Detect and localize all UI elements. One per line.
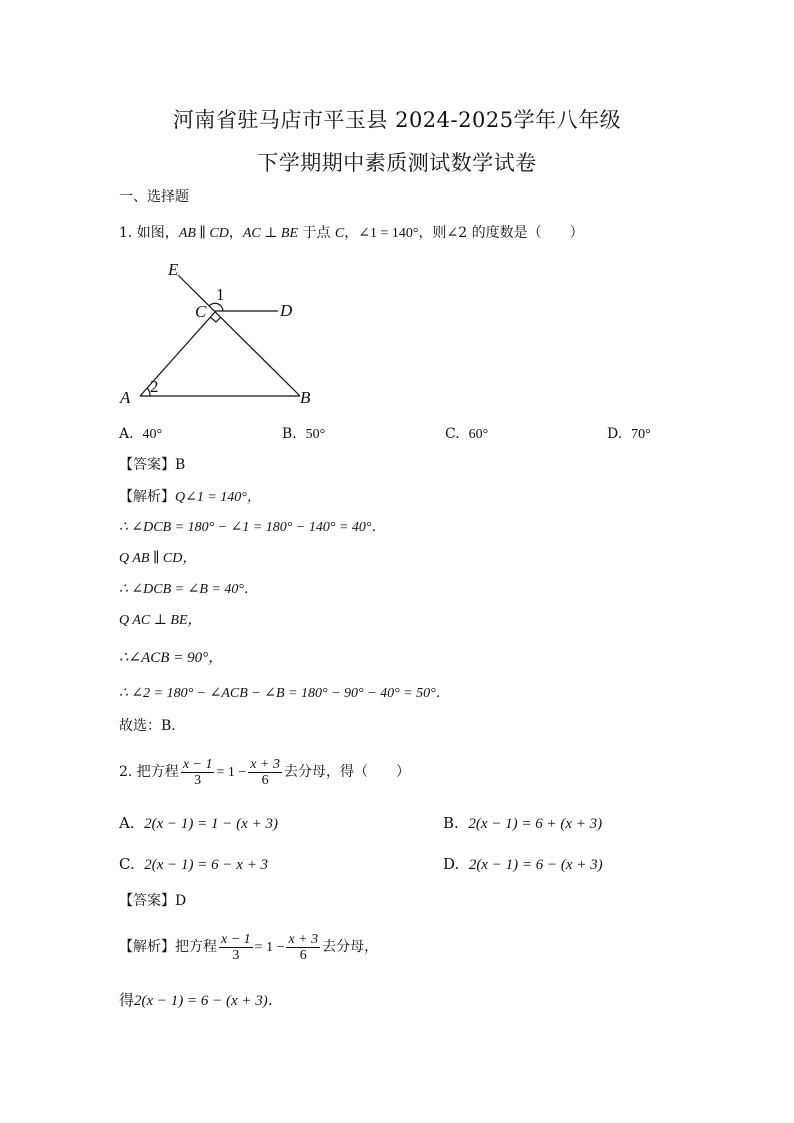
q2-stem: 2. 把方程 $\frac{x - 1}{3}$ = 1 − $\frac{x + 3}{6}$ 去分母，得（ ）: [119, 756, 410, 788]
q1-point-c: C: [334, 226, 345, 241]
q1-analysis-line-1: 【解析】Q∠1 = 140°，: [119, 489, 261, 505]
q2-result: 得2(x − 1) = 6 − (x + 3)．: [119, 991, 283, 1009]
q1-sep1: ，: [228, 225, 243, 241]
title-line-2: 下学期期中素质测试数学试卷: [257, 151, 537, 175]
q2-option-b: B. 2(x − 1) = 6 + (x + 3): [443, 814, 603, 832]
q1-analysis-line-4: ∴ ∠DCB = ∠B = 40°．: [119, 582, 258, 597]
label-d: D: [280, 301, 293, 320]
label-angle-1: 1: [216, 285, 225, 304]
q1-analysis-line-7: ∴ ∠2 = 180° − ∠ACB − ∠B = 180° − 90° − 40° = 50°．: [119, 686, 450, 701]
q2-option-c: C. 2(x − 1) = 6 − x + 3: [119, 855, 269, 873]
label-b: B: [300, 388, 311, 407]
q1-cond2: AC ⊥ BE: [242, 226, 299, 241]
q1-cond1: AB ∥ CD: [178, 226, 229, 241]
q1-figure: [110, 255, 330, 415]
q1-analysis-line-2: ∴ ∠DCB = 180° − ∠1 = 180° − 140° = 40°．: [119, 520, 386, 535]
q1-stem: [119, 223, 584, 244]
label-angle-2: 2: [150, 377, 159, 396]
right-angle-mark: [210, 317, 221, 322]
q2-fraction-1: $\frac{x - 1}{3}$: [182, 756, 213, 788]
q1-conclusion: 故选：B．: [119, 718, 186, 734]
q1-prefix: 1. 如图，: [119, 225, 179, 241]
q1-option-c: C. 60°: [445, 426, 489, 442]
label-c: C: [195, 302, 207, 321]
q2-analysis-fraction-2: $\frac{x + 3}{6}$: [288, 931, 319, 963]
q1-sep2: ，: [344, 225, 359, 241]
line-ec-b: [178, 275, 300, 396]
q1-text2: 于点: [298, 225, 335, 241]
q1-analysis-line-3: Q AB ∥ CD，: [119, 551, 197, 566]
q1-option-d: D. 70°: [607, 426, 651, 442]
q2-answer: 【答案】D: [119, 893, 187, 909]
q2-fraction-2: $\frac{x + 3}{6}$: [250, 756, 280, 788]
q1-option-a: A. 40°: [119, 426, 163, 442]
q1-option-b: B. 50°: [282, 426, 326, 442]
title-line-1: 河南省驻马店市平玉县 2024-2025学年八年级: [172, 108, 622, 132]
section-heading: 一、选择题: [119, 189, 189, 205]
q2-option-d: D. 2(x − 1) = 6 − (x + 3): [443, 855, 603, 873]
q1-cond3: ∠1 = 140°: [358, 226, 419, 241]
q1-analysis-line-6: ∴∠ACB = 90°，: [119, 650, 224, 666]
q2-option-a: A. 2(x − 1) = 1 − (x + 3): [119, 814, 278, 832]
q1-analysis-line-5: Q AC ⊥ BE，: [119, 613, 202, 628]
q2-analysis: 【解析】把方程 $\frac{x - 1}{3}$ = 1 − $\frac{x + 3}{6}$ 去分母，: [119, 931, 379, 963]
q2-analysis-fraction-1: $\frac{x - 1}{3}$: [221, 931, 251, 963]
label-e: E: [168, 260, 179, 279]
q1-text3: ，则∠2 的度数是（ ）: [418, 225, 584, 241]
label-a: A: [120, 388, 131, 407]
q1-answer: 【答案】B: [119, 457, 186, 473]
